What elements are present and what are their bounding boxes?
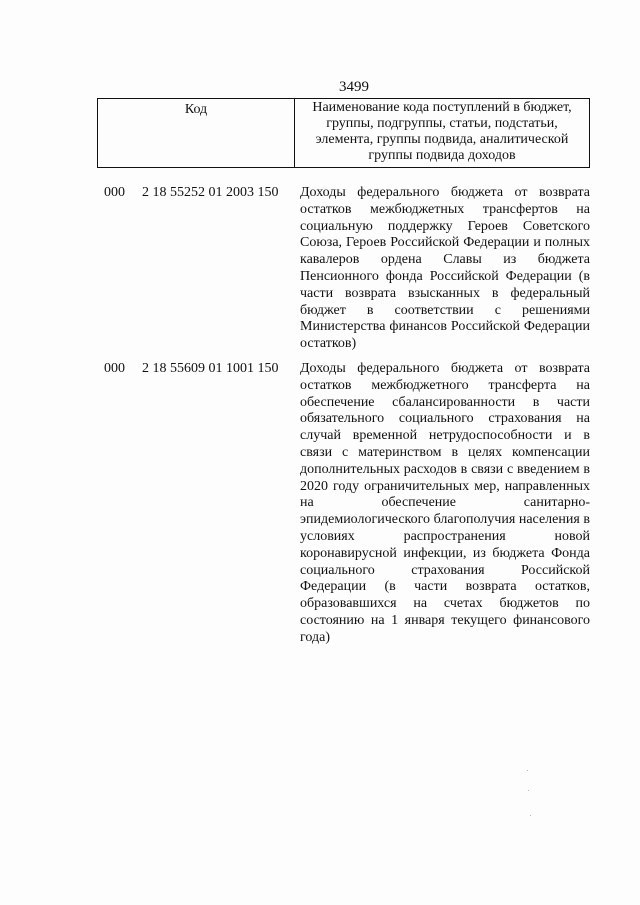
- scan-speck: [530, 815, 531, 816]
- admin-code: 000: [104, 361, 125, 376]
- table-header: [97, 98, 590, 168]
- table-row: [104, 185, 591, 353]
- income-code: 2 18 55609 01 1001 150: [142, 361, 279, 376]
- page-number: 3499: [339, 79, 369, 95]
- admin-code: 000: [104, 185, 125, 200]
- header-code-column: Код: [98, 99, 295, 167]
- header-name-column: Наименование кода поступлений в бюджет, группы, подгруппы, статьи, подстатьи, элемента, группы подвида, аналитической группы подвида доходов: [312, 100, 572, 163]
- income-description-text: Доходы федерального бюджета от возврата остатков межбюджетных трансфертов на социальную поддержку Героев Советского Союза, Героев Российской Федерации и полных кавалеров ордена Славы из бюджета Пенсионного фонда Российской Федерации (в части возврата взысканных в федеральный бюджет в соответствии с решениями Министерства финансов Российской Федерации остатков): [300, 185, 590, 352]
- income-description: [300, 185, 590, 353]
- income-code: 2 18 55252 01 2003 150: [142, 185, 279, 200]
- scan-speck: [527, 770, 528, 771]
- scan-speck: [528, 790, 529, 791]
- income-description: [300, 361, 590, 647]
- income-description-text: Доходы федерального бюджета от возврата остатков межбюджетного трансферта на обеспечение сбалансированности в части обязательного социального страхования на случай временной нетрудоспособности и в связи с материнством в целях компенсации дополнительных расходов в связи с введением в 2020 году ограничительных мер, направленных на обеспечение санитарно-эпидемиологического благополучия населения в условиях распространения новой коронавирусной инфекции, из бюджета Фонда социального страхования Российской Федерации (в части возврата остатков, образовавшихся на счетах бюджетов по состоянию на 1 января текущего финансового года): [300, 361, 590, 645]
- table-row: [104, 361, 591, 647]
